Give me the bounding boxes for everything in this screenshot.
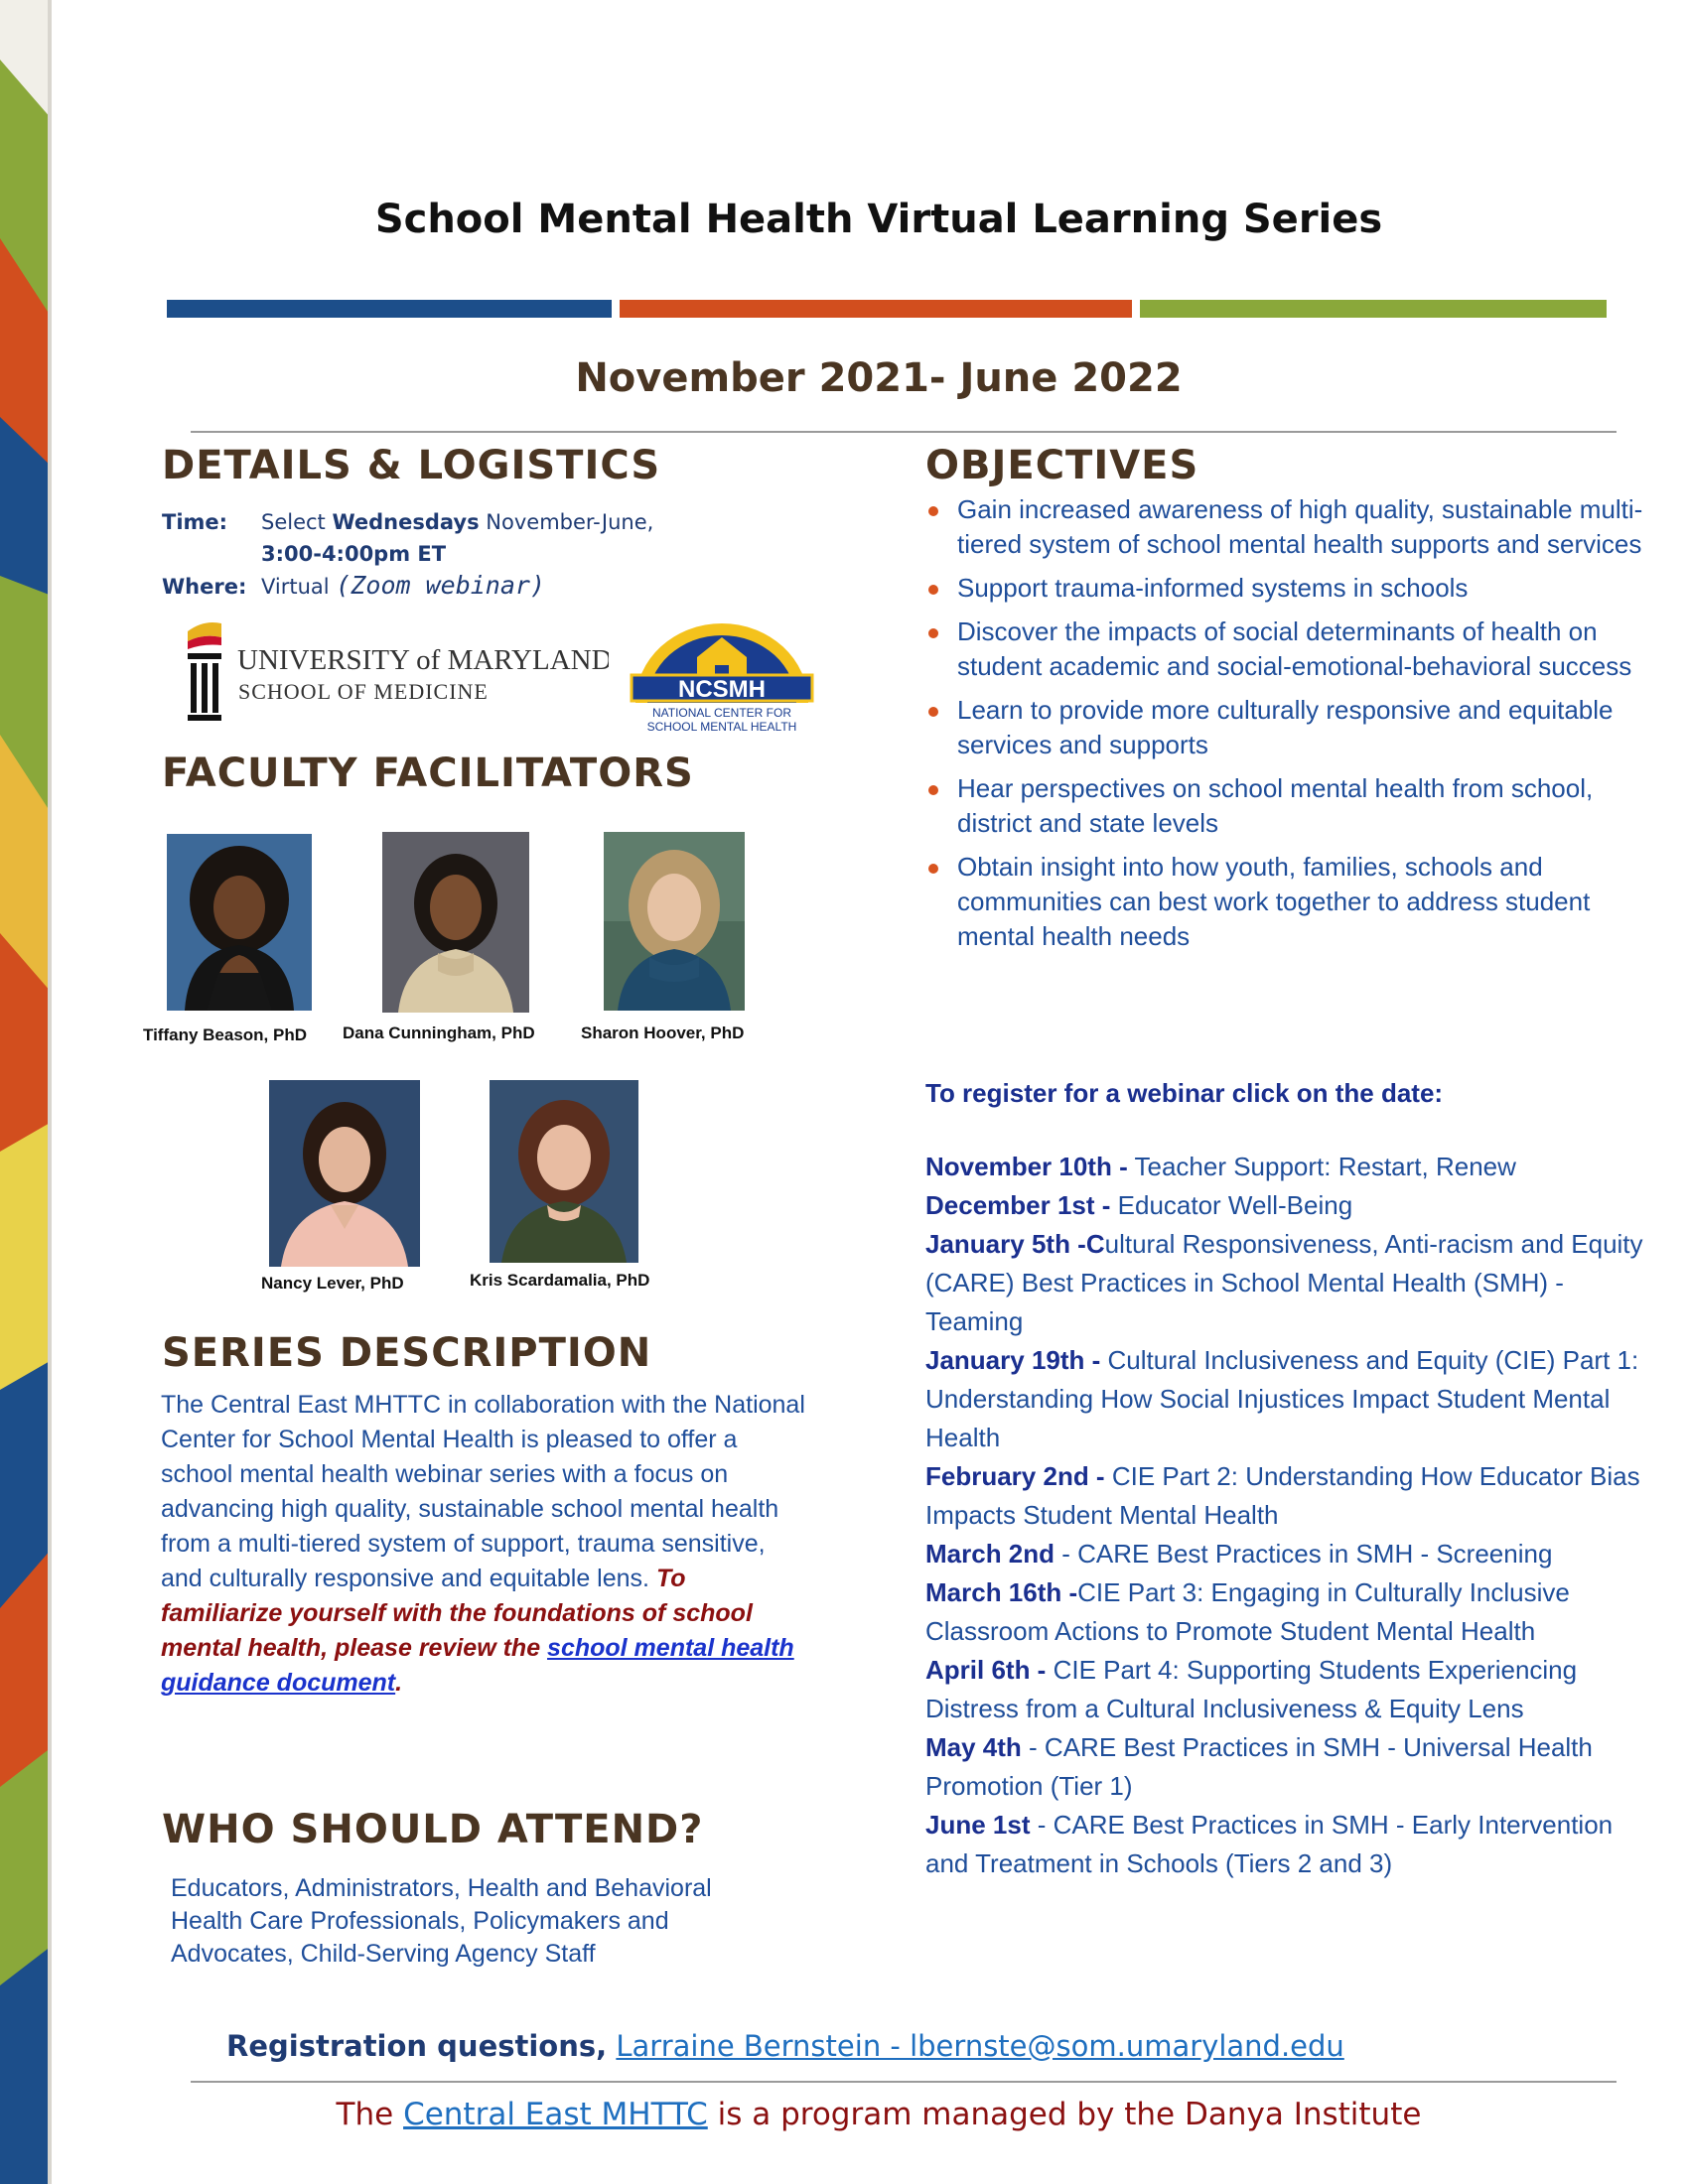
webinar-list bbox=[925, 1148, 1660, 1883]
guidance-document-link[interactable]: school mental health guidance document bbox=[161, 1634, 794, 1697]
where-italic: (Zoom webinar) bbox=[336, 571, 546, 600]
webinar-date-link[interactable]: April 6th - bbox=[925, 1655, 1047, 1685]
faculty-photo-hoover bbox=[604, 832, 745, 1011]
registration-contact-link[interactable]: Larraine Bernstein - lbernste@som.umaryland.edu bbox=[616, 2029, 1344, 2063]
time-label: Time: bbox=[162, 510, 228, 534]
bullet-icon bbox=[928, 585, 938, 595]
logistics-block bbox=[162, 506, 797, 603]
faculty-heading: FACULTY FACILITATORS bbox=[162, 751, 694, 796]
webinar-topic: ultural Responsiveness, Anti-racism and Equity (CARE) Best Practices in School Mental Health (SMH) - Teaming bbox=[925, 1229, 1643, 1336]
bullet-icon bbox=[928, 628, 938, 638]
registration-label: Registration questions, bbox=[226, 2029, 608, 2063]
bullet-icon bbox=[928, 785, 938, 795]
central-east-mhttc-link[interactable]: Central East MHTTC bbox=[403, 2097, 708, 2132]
faculty-caption-beason: Tiffany Beason, PhD bbox=[143, 1025, 307, 1044]
footer-line bbox=[0, 2097, 1688, 2132]
webinar-topic: Educator Well-Being bbox=[1110, 1190, 1353, 1220]
faculty-photo-cunningham bbox=[382, 832, 529, 1013]
webinar-item bbox=[925, 1148, 1660, 1186]
description-text: The Central East MHTTC in collaboration with the National Center for School Mental Health is pleased to offer a school mental health webinar series with a focus on advancing high quality, sustainable school mental health from a multi-tiered system of support, trauma sensitive, and culturally responsive and equitable lens. bbox=[161, 1391, 805, 1592]
webinar-item bbox=[925, 1651, 1660, 1728]
webinar-date-link[interactable]: January 19th - bbox=[925, 1345, 1101, 1375]
objective-text: Hear perspectives on school mental health from school, district and state levels bbox=[957, 773, 1594, 838]
where-label: Where: bbox=[162, 575, 247, 599]
objective-item bbox=[925, 693, 1648, 762]
webinar-item bbox=[925, 1728, 1660, 1806]
webinar-date-link[interactable]: January 5th -C bbox=[925, 1229, 1105, 1259]
objective-item bbox=[925, 492, 1648, 562]
umd-logo-text-2: SCHOOL OF MEDICINE bbox=[238, 679, 489, 704]
time-value-post: November-June, bbox=[479, 510, 654, 534]
webinar-topic: Cultural Inclusiveness and Equity (CIE) Part 1: Understanding How Social Injustices Impact Student Mental Health bbox=[925, 1345, 1639, 1452]
description-emphasis: To familiarize yourself with the foundations of school mental health, please review the bbox=[161, 1565, 753, 1662]
webinar-topic: CIE Part 3: Engaging in Culturally Inclusive Classroom Actions to Promote Student Mental Health bbox=[925, 1577, 1570, 1646]
description-end: . bbox=[395, 1669, 403, 1697]
description-heading: SERIES DESCRIPTION bbox=[162, 1330, 652, 1376]
faculty-photo-beason bbox=[167, 834, 312, 1011]
umd-logo-text-1: UNIVERSITY of MARYLAND bbox=[237, 644, 609, 676]
time-line bbox=[162, 506, 797, 538]
objective-item bbox=[925, 571, 1648, 606]
webinar-item bbox=[925, 1535, 1660, 1573]
faculty-photo-scardamalia bbox=[490, 1080, 638, 1263]
faculty-caption-hoover: Sharon Hoover, PhD bbox=[581, 1024, 745, 1042]
objective-text: Obtain insight into how youth, families, schools and communities can best work together to address student mental health needs bbox=[957, 852, 1591, 951]
umd-logo bbox=[182, 617, 609, 732]
faculty-photo-lever bbox=[269, 1080, 420, 1267]
bullet-icon bbox=[928, 506, 938, 516]
series-dates: November 2021- June 2022 bbox=[575, 355, 1183, 401]
objective-text: Discover the impacts of social determinants of health on student academic and social-emotional-behavioral success bbox=[957, 616, 1632, 681]
time-value-bold: Wednesdays bbox=[332, 510, 480, 534]
objective-text: Learn to provide more culturally responsive and equitable services and supports bbox=[957, 695, 1614, 759]
webinar-topic: CIE Part 2: Understanding How Educator Bias Impacts Student Mental Health bbox=[925, 1461, 1640, 1530]
webinar-item bbox=[925, 1573, 1660, 1651]
objective-text: Support trauma-informed systems in schools bbox=[957, 573, 1469, 603]
objective-item bbox=[925, 850, 1648, 954]
where-value: Virtual bbox=[261, 575, 337, 599]
time-line-2 bbox=[162, 538, 797, 570]
webinar-item bbox=[925, 1806, 1660, 1883]
ncsmh-text-2: SCHOOL MENTAL HEALTH bbox=[646, 720, 797, 734]
webinar-date-link[interactable]: March 16th - bbox=[925, 1577, 1078, 1607]
webinar-date-link[interactable]: May 4th bbox=[925, 1732, 1022, 1762]
webinar-item bbox=[925, 1457, 1660, 1535]
webinar-item bbox=[925, 1341, 1660, 1457]
time-value-pre: Select bbox=[261, 510, 333, 534]
accent-bar-blue bbox=[167, 300, 612, 318]
page-title: School Mental Health Virtual Learning Series bbox=[374, 197, 1383, 242]
ncsmh-abbr: NCSMH bbox=[678, 676, 766, 703]
attend-heading: WHO SHOULD ATTEND? bbox=[162, 1807, 704, 1852]
objective-text: Gain increased awareness of high quality, sustainable multi-tiered system of school mental health supports and services bbox=[957, 494, 1643, 559]
webinar-topic: - CARE Best Practices in SMH - Early Intervention and Treatment in Schools (Tiers 2 and 3) bbox=[925, 1810, 1614, 1878]
faculty-caption-lever: Nancy Lever, PhD bbox=[261, 1274, 404, 1293]
ncsmh-logo bbox=[628, 615, 816, 740]
webinar-date-link[interactable]: June 1st bbox=[925, 1810, 1031, 1840]
webinar-item bbox=[925, 1225, 1660, 1341]
registration-questions bbox=[226, 2029, 1344, 2063]
bullet-icon bbox=[928, 707, 938, 717]
webinar-date-link[interactable]: February 2nd - bbox=[925, 1461, 1105, 1491]
divider-bottom bbox=[191, 2081, 1617, 2083]
attend-body: Educators, Administrators, Health and Behavioral Health Care Professionals, Policymakers and Advocates, Child-Serving Agency Staff bbox=[171, 1874, 712, 1968]
accent-bar-orange bbox=[620, 300, 1132, 318]
webinar-date-link[interactable]: December 1st - bbox=[925, 1190, 1111, 1220]
webinar-topic: Teacher Support: Restart, Renew bbox=[1127, 1152, 1516, 1181]
webinar-date-link[interactable]: November 10th - bbox=[925, 1152, 1128, 1181]
time-range: 3:00-4:00pm ET bbox=[261, 542, 447, 566]
faculty-caption-cunningham: Dana Cunningham, PhD bbox=[343, 1024, 535, 1042]
divider-top bbox=[191, 431, 1617, 433]
webinar-topic: - CARE Best Practices in SMH - Universal Health Promotion (Tier 1) bbox=[925, 1732, 1593, 1801]
webinar-topic: CIE Part 4: Supporting Students Experiencing Distress from a Cultural Inclusiveness & Equity Lens bbox=[925, 1655, 1578, 1723]
webinar-topic: - CARE Best Practices in SMH - Screening bbox=[1055, 1539, 1553, 1569]
webinar-date-link[interactable]: March 2nd bbox=[925, 1539, 1055, 1569]
accent-bar-green bbox=[1140, 300, 1607, 318]
objective-item bbox=[925, 771, 1648, 841]
bullet-icon bbox=[928, 864, 938, 874]
where-line bbox=[162, 570, 797, 603]
faculty-caption-scardamalia: Kris Scardamalia, PhD bbox=[470, 1271, 650, 1290]
objectives-heading: OBJECTIVES bbox=[925, 443, 1199, 488]
decorative-side-strip bbox=[0, 0, 52, 2184]
description-body bbox=[161, 1388, 806, 1701]
objective-item bbox=[925, 614, 1648, 684]
register-heading: To register for a webinar click on the date: bbox=[925, 1078, 1444, 1108]
footer-post: is a program managed by the Danya Institute bbox=[707, 2097, 1422, 2132]
details-heading: DETAILS & LOGISTICS bbox=[162, 443, 661, 488]
objectives-list bbox=[925, 492, 1648, 963]
footer-pre: The bbox=[336, 2097, 404, 2132]
webinar-item bbox=[925, 1186, 1660, 1225]
ncsmh-text-1: NATIONAL CENTER FOR bbox=[651, 706, 792, 720]
